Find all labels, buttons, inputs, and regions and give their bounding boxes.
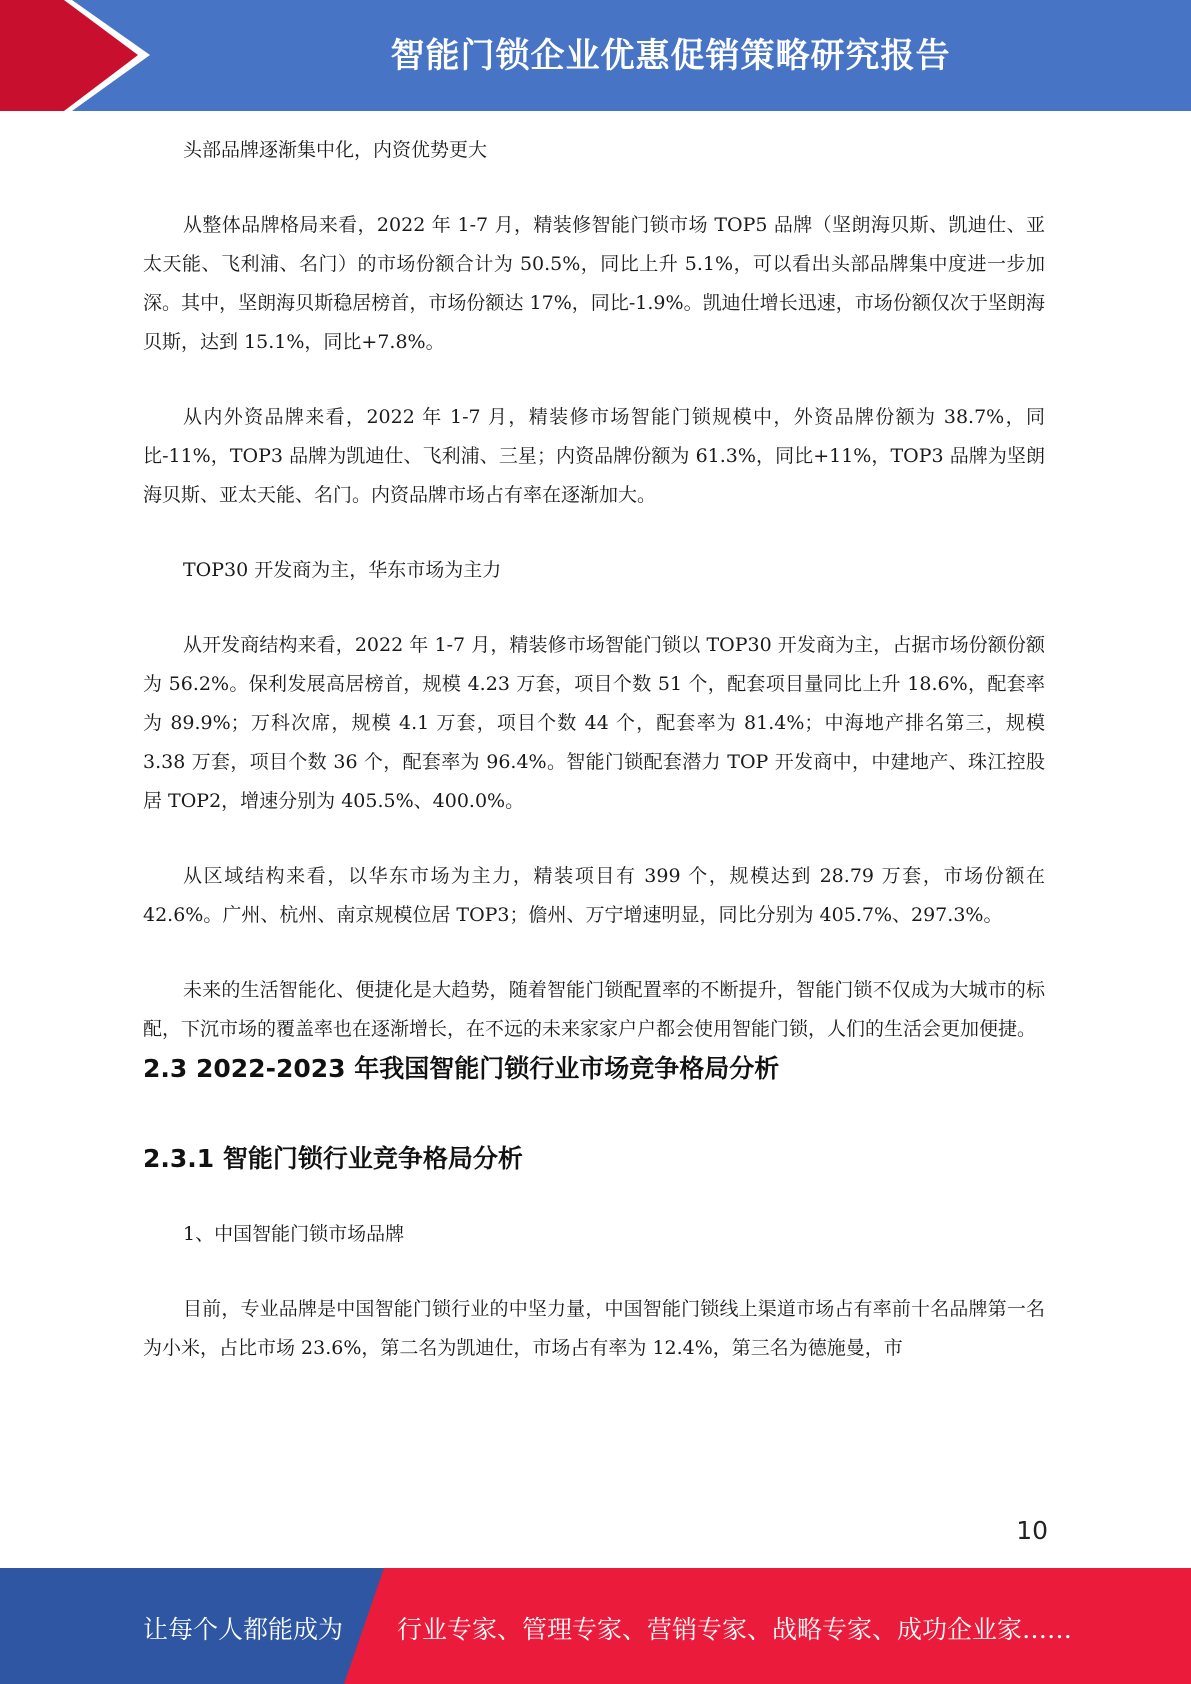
section-subheading: 头部品牌逐渐集中化，内资优势更大 <box>183 139 488 161</box>
page-number: 10 <box>1016 1516 1048 1545</box>
paragraph: 从开发商结构来看，2022 年 1-7 月，精装修市场智能门锁以 TOP30 开发商为主，占据市场份额份额为 56.2%。保利发展高居榜首，规模 4.23 万套，项目个数 51 个，配套项目量同比上升 18.6%，配套率为 89.9%；万科次席，规模 4.1 万套，项目个数 44 个，配套率为 81.4%；中海地产排名第三，规模 3.38 万套，项目个数 36 个，配套率为 96.4%。智能门锁配套潜力 TOP 开发商中，中建地产、珠江控股居 TOP2，增速分别为 405.5%、400.0%。 <box>143 634 1045 812</box>
paragraph: 未来的生活智能化、便捷化是大趋势，随着智能门锁配置率的不断提升，智能门锁不仅成为大城市的标配，下沉市场的覆盖率也在逐渐增长，在不远的未来家家户户都会使用智能门锁，人们的生活会更加便捷。 <box>143 979 1045 1040</box>
section-heading-2-3-1: 2.3.1 智能门锁行业竞争格局分析 <box>143 1144 523 1173</box>
section-subheading: TOP30 开发商为主，华东市场为主力 <box>183 559 502 581</box>
list-item-heading: 1、中国智能门锁市场品牌 <box>183 1223 405 1245</box>
footer-slogan-left: 让每个人都能成为 <box>143 1615 344 1644</box>
page-header <box>0 0 1191 111</box>
paragraph: 目前，专业品牌是中国智能门锁行业的中坚力量，中国智能门锁线上渠道市场占有率前十名品牌第一名为小米，占比市场 23.6%，第二名为凯迪仕，市场占有率为 12.4%，第三名为德施曼，市 <box>143 1298 1045 1359</box>
paragraph: 从区域结构来看，以华东市场为主力，精装项目有 399 个，规模达到 28.79 万套，市场份额在 42.6%。广州、杭州、南京规模位居 TOP3；儋州、万宁增速明显，同比分别为 405.7%、297.3%。 <box>143 865 1045 926</box>
header-chevron-decoration <box>0 0 160 111</box>
document-body <box>143 131 1045 1368</box>
paragraph: 从整体品牌格局来看，2022 年 1-7 月，精装修智能门锁市场 TOP5 品牌（坚朗海贝斯、凯迪仕、亚太天能、飞利浦、名门）的市场份额合计为 50.5%，同比上升 5.1%，可以看出头部品牌集中度进一步加深。其中，坚朗海贝斯稳居榜首，市场份额达 17%，同比-1.9%。凯迪仕增长迅速，市场份额仅次于坚朗海贝斯，达到 15.1%，同比+7.8%。 <box>143 214 1045 353</box>
report-title: 智能门锁企业优惠促销策略研究报告 <box>390 36 951 76</box>
paragraph: 从内外资品牌来看，2022 年 1-7 月，精装修市场智能门锁规模中，外资品牌份额为 38.7%，同比-11%，TOP3 品牌为凯迪仕、飞利浦、三星；内资品牌份额为 61.3%，同比+11%，TOP3 品牌为坚朗海贝斯、亚太天能、名门。内资品牌市场占有率在逐渐加大。 <box>143 406 1045 506</box>
page-footer <box>0 1568 1191 1684</box>
section-heading-2-3: 2.3 2022-2023 年我国智能门锁行业市场竞争格局分析 <box>143 1054 780 1083</box>
footer-slogan-right: 行业专家、管理专家、营销专家、战略专家、成功企业家…… <box>397 1615 1073 1644</box>
